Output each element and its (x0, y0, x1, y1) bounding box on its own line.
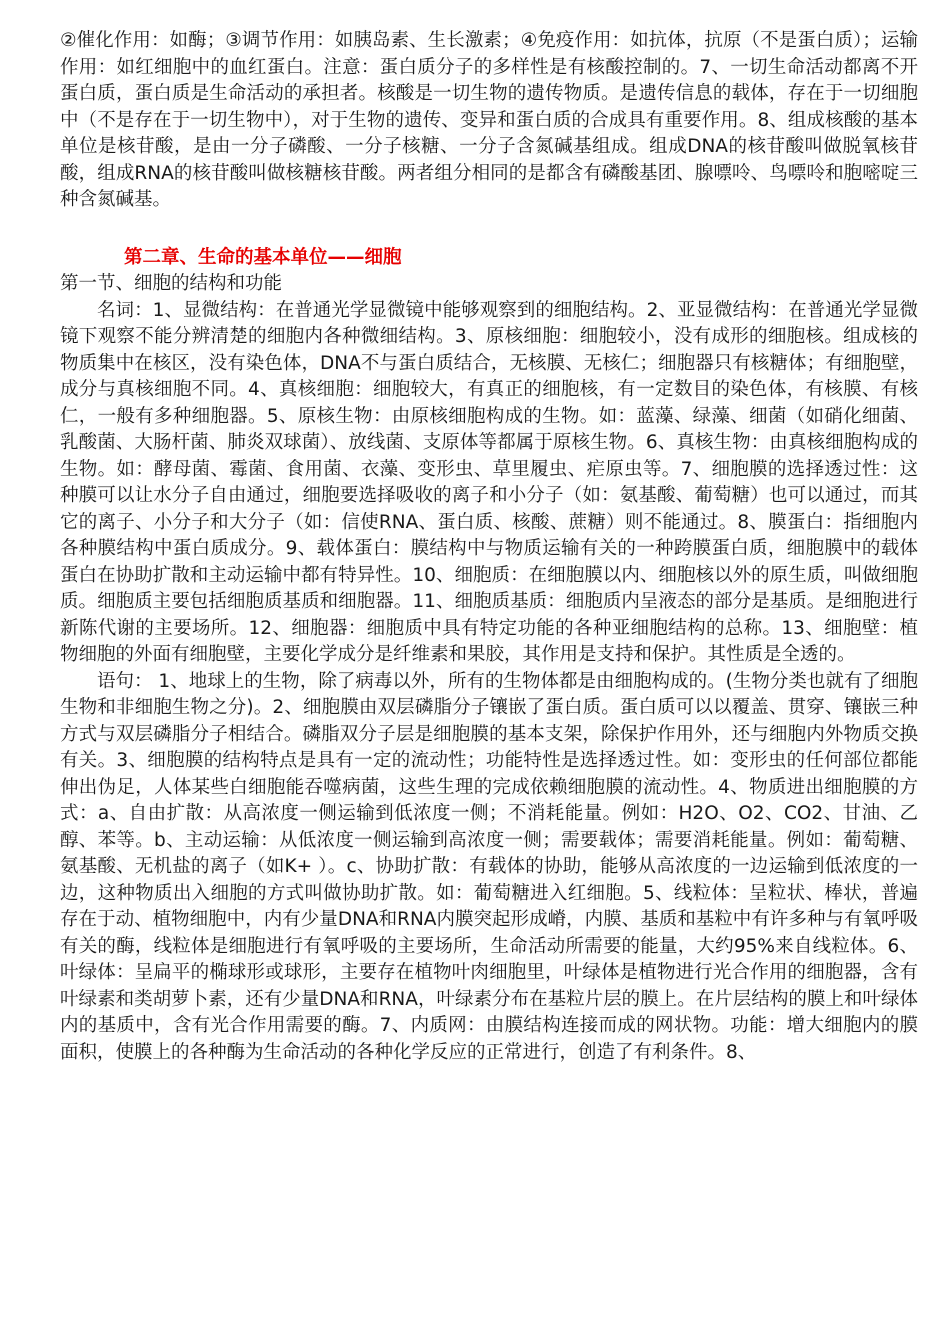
paragraph-protein-nucleic-acid: ②催化作用：如酶；③调节作用：如胰岛素、生长激素；④免疫作用：如抗体，抗原（不是蛋白质）；运输作用：如红细胞中的血红蛋白。注意：蛋白质分子的多样性是有核酸控制的。7、一切生命活动都离不开蛋白质，蛋白质是生命活动的承担者。核酸是一切生物的遗传物质。是遗传信息的载体，存在于一切细胞中（不是存在于一切生物中），对于生物的遗传、变异和蛋白质的合成具有重要作用。8、组成核酸的基本单位是核苷酸，是由一分子磷酸、一分子核糖、一分子含氮碱基组成。组成DNA的核苷酸叫做脱氧核苷酸，组成RNA的核苷酸叫做核糖核苷酸。两者组分相同的是都含有磷酸基团、腺嘌呤、鸟嘌呤和胞嘧啶三种含氮碱基。 (60, 30, 918, 210)
paragraph-gap (60, 214, 918, 245)
section-title: 第一节、细胞的结构和功能 (60, 273, 283, 294)
chapter-title: 第二章、生命的基本单位——细胞 (124, 246, 402, 268)
document-page (60, 28, 918, 1066)
paragraph-terms: 名词：1、显微结构：在普通光学显微镜中能够观察到的细胞结构。2、亚显微结构：在普通光学显微镜下观察不能分辨清楚的细胞内各种微细结构。3、原核细胞：细胞较小，没有成形的细胞核。组成核的物质集中在核区，没有染色体，DNA不与蛋白质结合，无核膜、无核仁；细胞器只有核糖体；有细胞壁，成分与真核细胞不同。4、真核细胞：细胞较大，有真正的细胞核，有一定数目的染色体，有核膜、有核仁，一般有多种细胞器。5、原核生物：由原核细胞构成的生物。如：蓝藻、绿藻、细菌（如硝化细菌、乳酸菌、大肠杆菌、肺炎双球菌）、放线菌、支原体等都属于原核生物。6、真核生物：由真核细胞构成的生物。如：酵母菌、霉菌、食用菌、衣藻、变形虫、草里履虫、疟原虫等。7、细胞膜的选择透过性：这种膜可以让水分子自由通过，细胞要选择吸收的离子和小分子（如：氨基酸、葡萄糖）也可以通过，而其它的离子、小分子和大分子（如：信使RNA、蛋白质、核酸、蔗糖）则不能通过。8、膜蛋白：指细胞内各种膜结构中蛋白质成分。9、载体蛋白：膜结构中与物质运输有关的一种跨膜蛋白质，细胞膜中的载体蛋白在协助扩散和主动运输中都有特异性。10、细胞质：在细胞膜以内、细胞核以外的原生质，叫做细胞质。细胞质主要包括细胞质基质和细胞器。11、细胞质基质：细胞质内呈液态的部分是基质。是细胞进行新陈代谢的主要场所。12、细胞器：细胞质中具有特定功能的各种亚细胞结构的总称。13、细胞壁：植物细胞的外面有细胞壁，主要化学成分是纤维素和果胶，其作用是支持和保护。其性质是全透的。 (60, 299, 918, 665)
paragraph-sentences: 语句： 1、地球上的生物，除了病毒以外，所有的生物体都是由细胞构成的。(生物分类也就有了细胞生物和非细胞生物之分)。2、细胞膜由双层磷脂分子镶嵌了蛋白质。蛋白质可以以覆盖、贯穿、镶嵌三种方式与双层磷脂分子相结合。磷脂双分子层是细胞膜的基本支架，除保护作用外，还与细胞内外物质交换有关。3、细胞膜的结构特点是具有一定的流动性；功能特性是选择透过性。如：变形虫的任何部位都能伸出伪足，人体某些白细胞能吞噬病菌，这些生理的完成依赖细胞膜的流动性。4、物质进出细胞膜的方式：a、自由扩散：从高浓度一侧运输到低浓度一侧；不消耗能量。例如：H2O、O2、CO2、甘油、乙醇、苯等。b、主动运输：从低浓度一侧运输到高浓度一侧；需要载体；需要消耗能量。例如：葡萄糖、氨基酸、无机盐的离子（如K+ ）。c、协助扩散：有载体的协助，能够从高浓度的一边运输到低浓度的一边，这种物质出入细胞的方式叫做协助扩散。如：葡萄糖进入红细胞。5、线粒体：呈粒状、棒状，普遍存在于动、植物细胞中，内有少量DNA和RNA内膜突起形成嵴，内膜、基质和基粒中有许多种与有氧呼吸有关的酶，线粒体是细胞进行有氧呼吸的主要场所，生命活动所需要的能量，大约95%来自线粒体。6、叶绿体：呈扁平的椭球形或球形，主要存在植物叶肉细胞里，叶绿体是植物进行光合作用的细胞器，含有叶绿素和类胡萝卜素，还有少量DNA和RNA，叶绿素分布在基粒片层的膜上。在片层结构的膜上和叶绿体内的基质中，含有光合作用需要的酶。7、内质网：由膜结构连接而成的网状物。功能：增大细胞内的膜面积，使膜上的各种酶为生命活动的各种化学反应的正常进行，创造了有利条件。8、 (60, 670, 918, 1063)
